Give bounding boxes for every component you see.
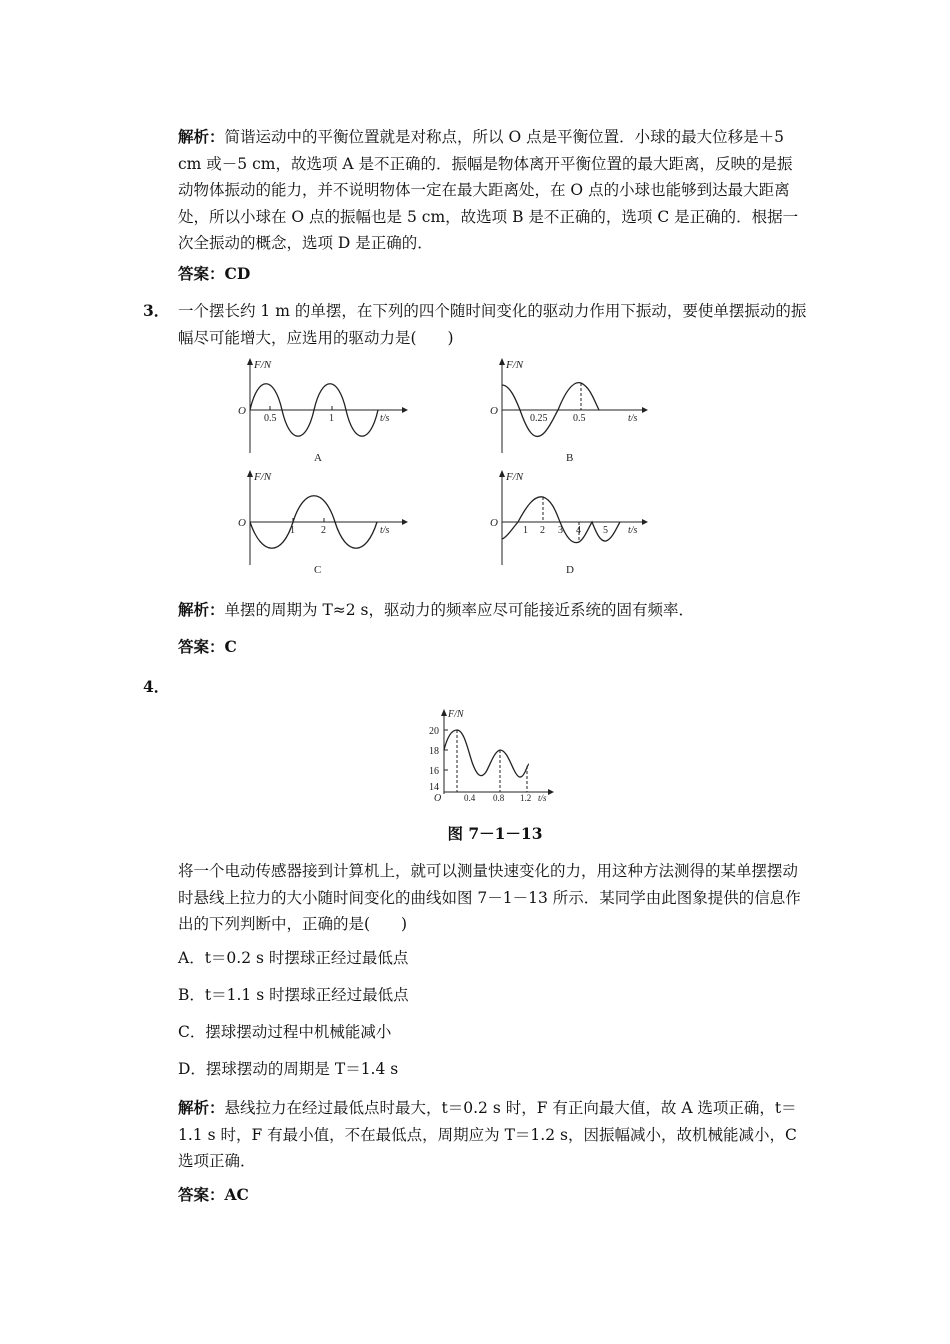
q4-xtick-0: 0.4 <box>464 793 476 803</box>
q3-d-tick-2: 3 <box>558 525 563 536</box>
q3-c-tick-1: 2 <box>321 525 326 536</box>
q4-analysis-text: 悬线拉力在经过最低点时最大，t＝0.2 s 时，F 有正向最大值，故 A 选项正确，t＝1.1 s 时，F 有最小值，不在最低点，周期应为 T＝1.2 s，因振幅减小，故机械能减小，C 选项正确． <box>178 1099 797 1170</box>
q3-c-xlabel: t/s <box>380 525 390 536</box>
q3-d-xlabel: t/s <box>628 525 638 536</box>
q3-a-xlabel: t/s <box>380 413 390 424</box>
q3-a-caption: A <box>314 452 322 464</box>
q3-graph-b <box>482 355 662 465</box>
q4-ylabel: F/N <box>448 709 464 720</box>
q3-b-ylabel: F/N <box>506 359 524 371</box>
q3-d-caption: D <box>566 564 574 576</box>
q3-answer-label: 答案： <box>178 637 225 656</box>
q4-option-c: C．摆球摆动过程中机械能减小 <box>178 1023 392 1041</box>
q3-d-tick-0: 1 <box>523 525 528 536</box>
q4-option-d: D．摆球摆动的周期是 T＝1.4 s <box>178 1060 399 1078</box>
q3-a-ylabel: F/N <box>254 359 272 371</box>
q3-c-caption: C <box>314 564 322 576</box>
q3-d-tick-1: 2 <box>540 525 545 536</box>
q3-d-tick-4: 5 <box>603 525 608 536</box>
q2-analysis-text: 简谐运动中的平衡位置就是对称点，所以 O 点是平衡位置．小球的最大位移是＋5 cm 或－5 cm，故选项 A 是不正确的．振幅是物体离开平衡位置的最大距离，反映的是振动物体振动的能力，并不说明物体一定在最大距离处，在 O 点的小球也能够到达最大距离处，所以小球在 O 点的振幅也是 5 cm，故选项 B 是不正确的，选项 C 是正确的．根据一次全振动的概念，选项 D 是正确的． <box>178 128 799 252</box>
q3-b-tick-1: 0.5 <box>573 413 586 424</box>
q3-number: 3． <box>143 301 170 320</box>
q4-stem: 将一个电动传感器接到计算机上，就可以测量快速变化的力，用这种方法测得的某单摆摆动时悬线上拉力的大小随时间变化的曲线如图 7－1－13 所示．某同学由此图象提供的信息作出的下列判断中，正确的是( ) <box>178 862 801 933</box>
q2-answer-value: CD <box>224 264 251 283</box>
q2-analysis <box>178 124 808 257</box>
q4-ytick-3: 14 <box>429 782 439 793</box>
q4-ytick-1: 18 <box>429 746 439 757</box>
q3-analysis-label: 解析： <box>178 600 225 619</box>
q4-option-a: A．t＝0.2 s 时摆球正经过最低点 <box>178 949 409 967</box>
q3-a-tick-0: 0.5 <box>264 413 277 424</box>
q3-c-tick-0: 1 <box>290 525 295 536</box>
q3-b-tick-0: 0.25 <box>530 413 548 424</box>
q3-a-origin: O <box>238 405 246 417</box>
q4-origin: O <box>434 793 442 804</box>
q4-analysis <box>178 1095 808 1175</box>
q3-answer-value: C <box>224 637 237 656</box>
q3-a-tick-1: 1 <box>329 413 334 424</box>
q3-graph-a-svg <box>230 355 410 465</box>
q3-graph-d <box>482 467 662 577</box>
q3-graph-a <box>230 355 410 465</box>
q3-b-xlabel: t/s <box>628 413 638 424</box>
q4-answer <box>178 1182 808 1209</box>
q4-xlabel: t/s <box>538 793 547 803</box>
q3-d-tick-3: 4 <box>576 525 581 536</box>
q4-answer-label: 答案： <box>178 1185 225 1204</box>
q3-analysis-text: 单摆的周期为 T≈2 s，驱动力的频率应尽可能接近系统的固有频率． <box>224 601 695 619</box>
q4-number: 4． <box>143 677 170 696</box>
q4-ytick-2: 16 <box>429 766 439 777</box>
q2-answer <box>178 261 808 288</box>
q4-xtick-1: 0.8 <box>493 793 505 803</box>
q3-answer <box>178 634 808 661</box>
q3-analysis <box>178 597 808 624</box>
q3-graph-c-svg <box>230 467 410 577</box>
q3-d-origin: O <box>490 517 498 529</box>
q4-answer-value: AC <box>224 1185 249 1204</box>
q3-b-origin: O <box>490 405 498 417</box>
q3-d-ylabel: F/N <box>506 471 524 483</box>
q3-graph-b-svg <box>482 355 662 465</box>
q3-b-caption: B <box>566 452 574 464</box>
q4-figure-caption: 图 7－1－13 <box>447 824 543 843</box>
q2-answer-label: 答案： <box>178 264 225 283</box>
q3-graph-d-svg <box>482 467 662 577</box>
q4-xtick-2: 1.2 <box>520 793 532 803</box>
q2-analysis-label: 解析： <box>178 127 225 146</box>
q4-figure-svg <box>420 704 570 804</box>
q4-ytick-0: 20 <box>429 726 439 737</box>
q4-analysis-label: 解析： <box>178 1098 225 1117</box>
q3-stem: 一个摆长约 1 m 的单摆，在下列的四个随时间变化的驱动力作用下振动，要使单摆振动的振幅尽可能增大，应选用的驱动力是( ) <box>178 302 807 347</box>
q4-option-b: B．t＝1.1 s 时摆球正经过最低点 <box>178 986 409 1004</box>
q3-c-ylabel: F/N <box>254 471 272 483</box>
q4-figure <box>420 704 570 804</box>
q3-c-origin: O <box>238 517 246 529</box>
q3-graph-c <box>230 467 410 577</box>
